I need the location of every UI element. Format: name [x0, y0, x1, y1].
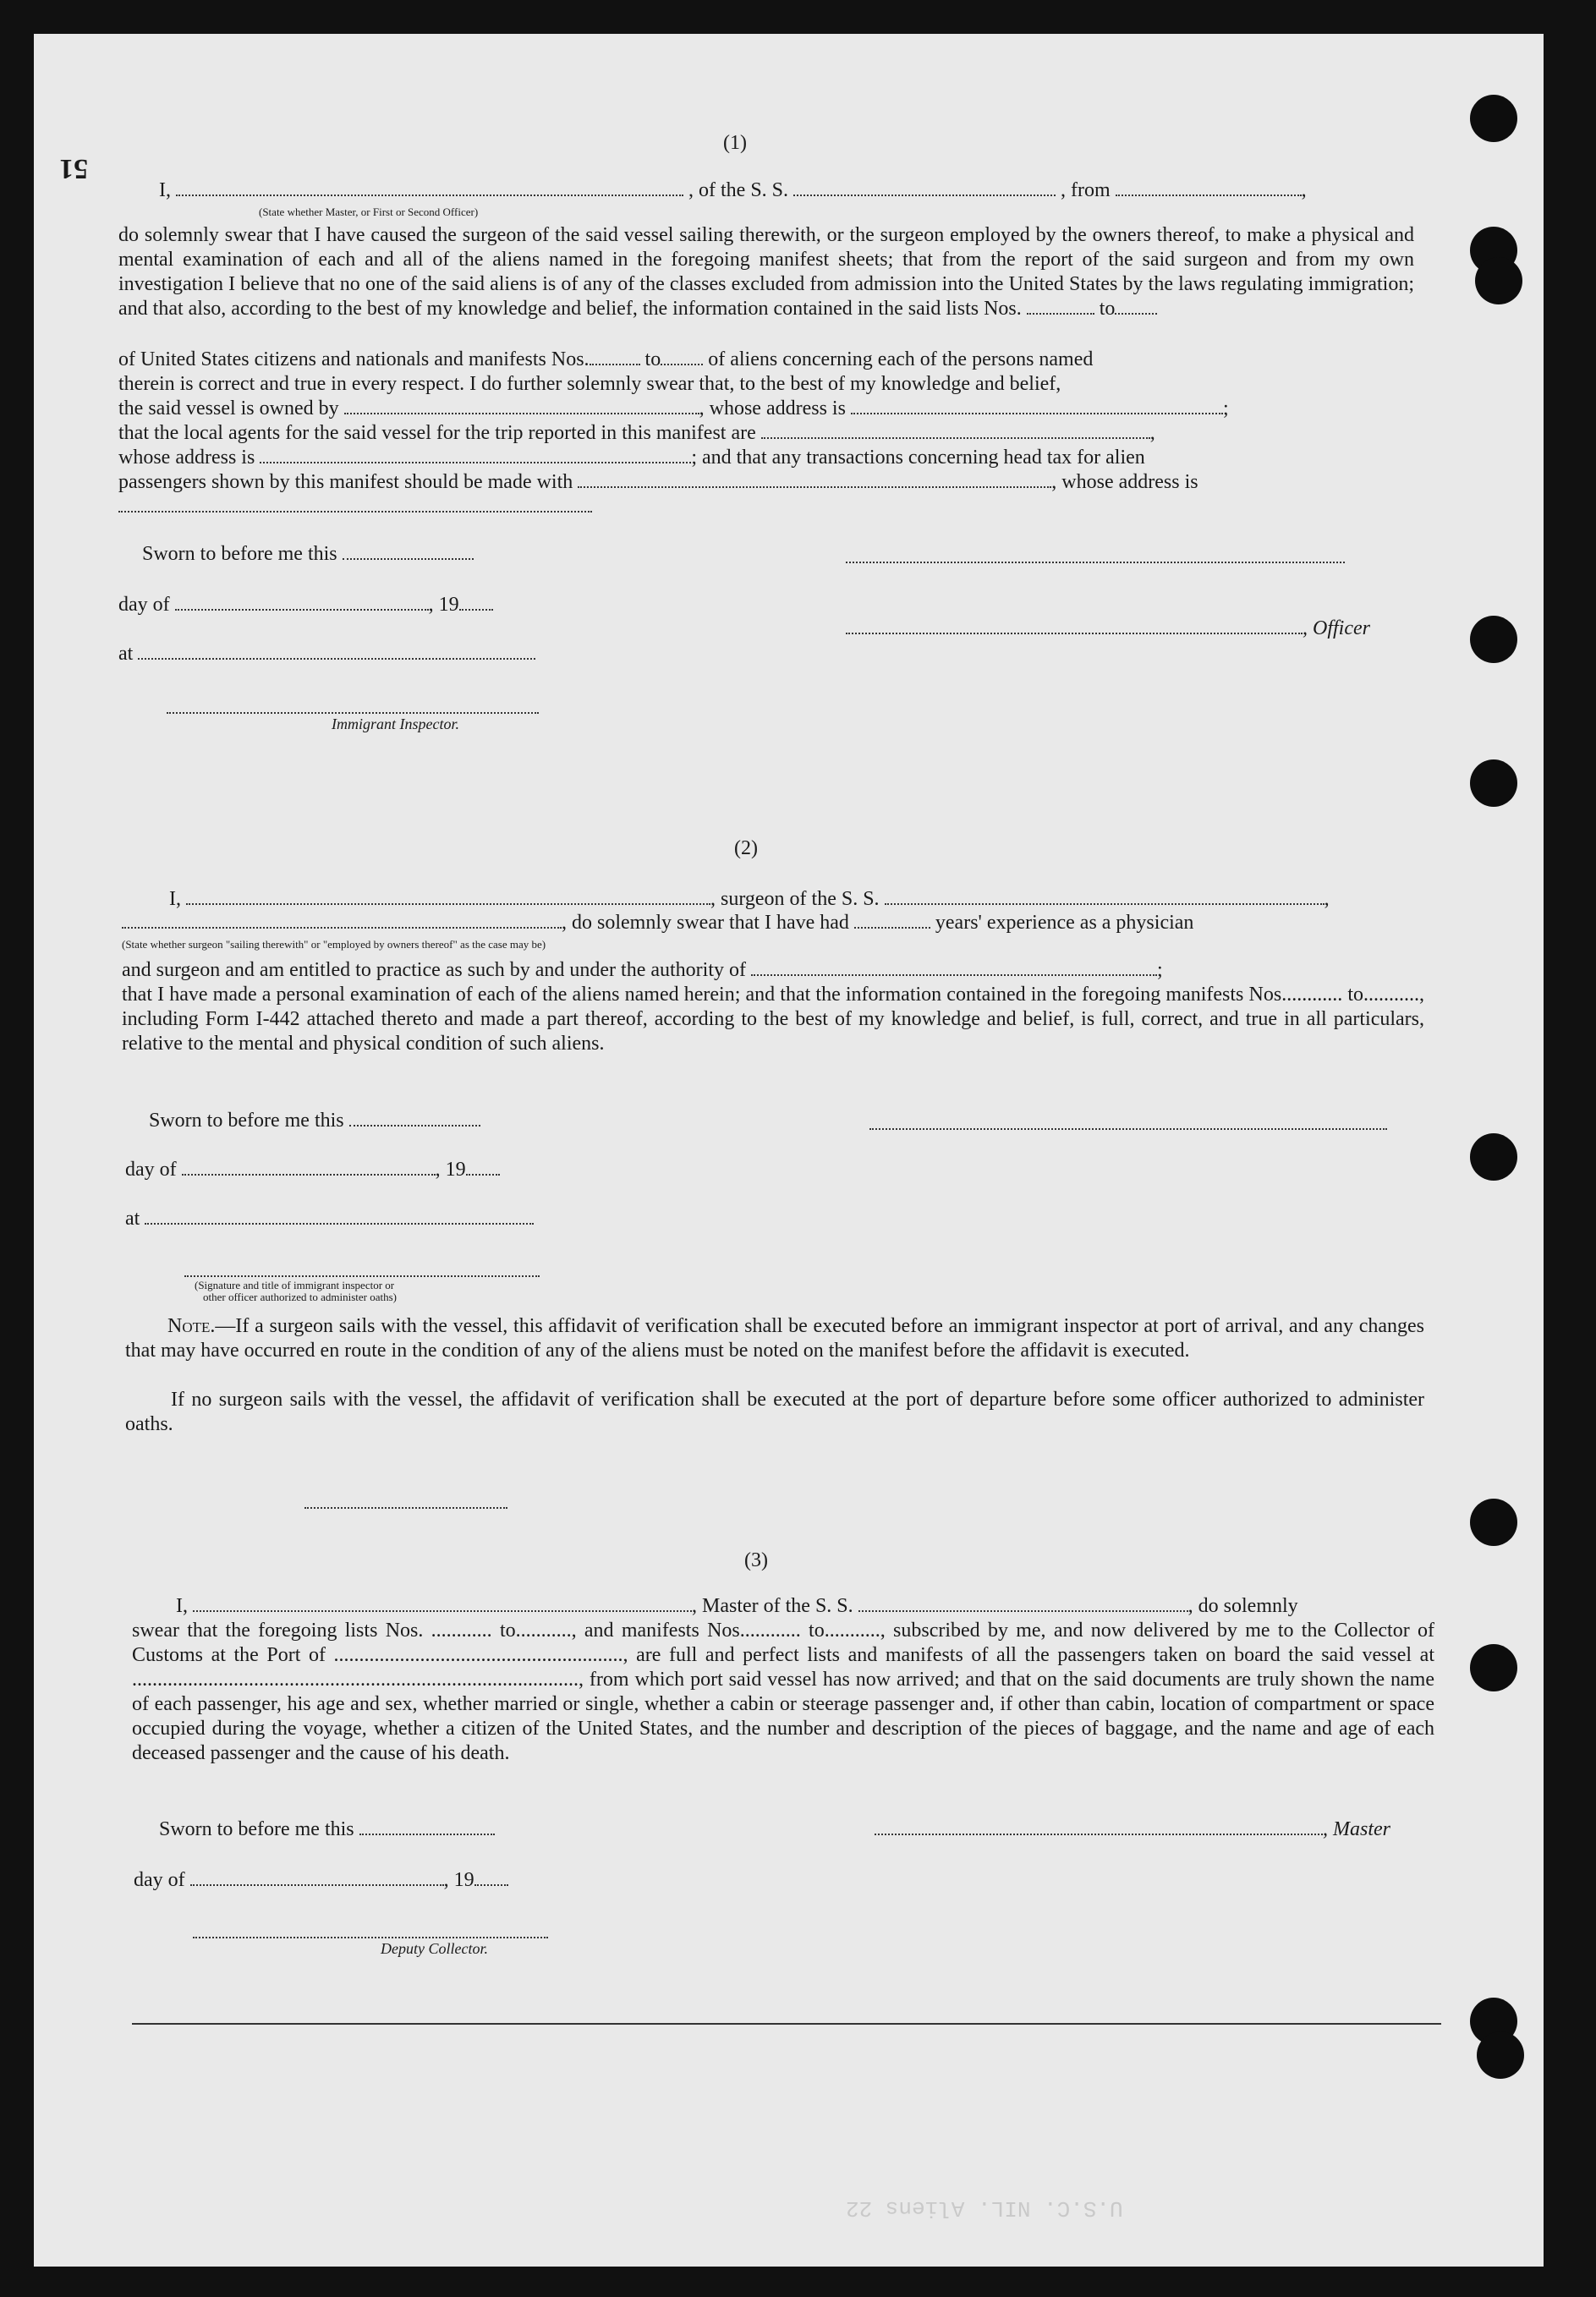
s3-ship-field[interactable]	[858, 1595, 1188, 1612]
s1-line-owned: the said vessel is owned by , whose address is ;	[118, 397, 1229, 419]
s1-sworn-date-field[interactable]	[343, 543, 474, 560]
s2-day-of: day of , 19	[125, 1159, 500, 1181]
separator-dots	[304, 1507, 507, 1509]
form-footer: U.S.C. NIL. Aliens 22	[846, 2196, 1123, 2221]
head-tax-address-field[interactable]	[118, 511, 592, 513]
s3-day-field[interactable]	[190, 1869, 444, 1886]
s1-first-line: I, , of the S. S. , from ,	[159, 179, 1307, 201]
s1-line-passengers: passengers shown by this manifest should be made with , whose address is	[118, 471, 1198, 493]
s2-note-1: Note.—If a surgeon sails with the vessel, this affidavit of verification shall be executed before an immigrant inspector at port of arrival, and any changes that may have occurred en route in the condition of any of the aliens must be noted on the manifest before the affidavit is executed.	[125, 1315, 1424, 1362]
s1-line-therein: therein is correct and true in every respect. I do further solemnly swear that, to the best of my knowledge and belief,	[118, 373, 1061, 395]
document-page	[34, 34, 1544, 2267]
punch-hole	[1470, 1133, 1517, 1181]
punch-hole	[1470, 759, 1517, 807]
s2-at: at	[125, 1208, 534, 1231]
s2-at-field[interactable]	[145, 1208, 534, 1225]
s3-master-sig-field[interactable]	[875, 1818, 1323, 1835]
s2-body-paragraph: that I have made a personal examination of each of the aliens named herein; and that the information contained in the foregoing manifests Nos............ to..........., including Form I-442 attached thereto and made a part thereof, according to the best of my knowledge and belief, is full, correct, and true in all particulars, relative to the mental and physical condition of such aliens.	[122, 984, 1424, 1055]
officer-rank-field[interactable]	[176, 179, 683, 196]
owner-address-field[interactable]	[851, 397, 1223, 414]
authority-field[interactable]	[751, 959, 1157, 976]
master-name-field[interactable]	[193, 1595, 692, 1612]
s1-day-of: day of , 19	[118, 594, 493, 617]
s2-ship-field[interactable]	[885, 888, 1325, 905]
ship-name-field[interactable]	[793, 179, 1056, 196]
punch-hole	[1470, 616, 1517, 663]
surgeon-name-field[interactable]	[186, 888, 710, 905]
s3-body-paragraph: swear that the foregoing lists Nos. ............ to..........., and manifests Nos............ to..........., subscribed by me, and now delivered by me to the Collector of Customs at the Port of ........................................................., are full and perfect lists and manifests of all the passengers taken on board the said vessel at ........................................................................................, from which port said vessel has now arrived; and that on the said documents are truly shown the name of each passenger, his age and sex, whether married or single, whether a cabin or steerage passenger and, if other than cabin, location of compartment or space occupied during the voyage, whether a citizen of the United States, and the number and description of the pieces of baggage, and the name and age of each deceased passenger and the cause of his death.	[132, 1620, 1434, 1764]
s2-sig-caption-1: (Signature and title of immigrant inspector or	[195, 1279, 395, 1291]
s2-inspector-sig-line[interactable]	[184, 1275, 540, 1277]
section-2-number: (2)	[734, 837, 758, 859]
s3-sworn: Sworn to before me this	[159, 1818, 495, 1841]
s1-day-field[interactable]	[175, 594, 429, 611]
s3-day-of: day of , 19	[134, 1869, 508, 1892]
s1-line-agents: that the local agents for the said vessel for the trip reported in this manifest are ,	[118, 422, 1155, 444]
agents-field[interactable]	[761, 422, 1150, 439]
owner-field[interactable]	[344, 397, 699, 414]
punch-hole	[1475, 257, 1522, 304]
s1-at-field[interactable]	[138, 643, 535, 660]
s2-note-2: If no surgeon sails with the vessel, the affidavit of verification shall be executed at the port of departure before some officer authorized to administer oaths.	[125, 1389, 1424, 1435]
s2-surgeon-sig-line[interactable]	[869, 1128, 1387, 1130]
s2-swear-line: , do solemnly swear that I have had years' experience as a physician	[122, 912, 1193, 935]
s3-first-line: I, , Master of the S. S. , do solemnly	[176, 1595, 1298, 1617]
s1-inspector-caption: Immigrant Inspector.	[332, 715, 459, 732]
s3-master-line: , Master	[875, 1818, 1390, 1841]
s2-day-field[interactable]	[182, 1159, 436, 1176]
s3-sworn-date-field[interactable]	[359, 1818, 495, 1835]
surgeon-type-field[interactable]	[122, 912, 562, 929]
s1-line-citizens: of United States citizens and nationals and manifests Nos. to of aliens concerning each of the persons named	[118, 348, 1094, 370]
s1-body-paragraph: do solemnly swear that I have caused the surgeon of the said vessel sailing therewith, or the surgeon employed by the owners thereof, to make a physical and mental examination of each and all of the aliens named in the foregoing manifest sheets; that from the report of the said surgeon and from my own investigation I believe that no one of the said aliens is of any of the classes excluded from admission into the United States by the laws regulating immigration; and that also, according to the best of my knowledge and belief, the information contained in the said lists Nos. to	[118, 224, 1414, 320]
punch-hole	[1470, 1644, 1517, 1691]
bottom-rule	[132, 2023, 1441, 2025]
s2-sworn-date-field[interactable]	[349, 1110, 480, 1127]
s3-deputy-sig-line[interactable]	[193, 1937, 548, 1938]
s1-officer-line: , Officer	[846, 617, 1370, 640]
s2-first-line: I, , surgeon of the S. S. ,	[169, 888, 1330, 910]
punch-hole	[1477, 2031, 1524, 2079]
agents-address-field[interactable]	[260, 447, 691, 463]
from-port-field[interactable]	[1116, 179, 1302, 196]
s2-authority-line: and surgeon and am entitled to practice as such by and under the authority of ;	[122, 959, 1163, 981]
s3-deputy-caption: Deputy Collector.	[381, 1940, 488, 1957]
s1-rank-caption: (State whether Master, or First or Second Officer)	[259, 206, 479, 218]
side-page-number: 51	[59, 153, 88, 184]
head-tax-contact-field[interactable]	[578, 471, 1051, 488]
s2-sig-caption-2: other officer authorized to administer oaths)	[203, 1291, 397, 1303]
s1-officer-field[interactable]	[846, 617, 1303, 634]
section-3-number: (3)	[744, 1549, 768, 1571]
s2-sworn: Sworn to before me this	[149, 1110, 480, 1132]
s2-surgeon-caption: (State whether surgeon "sailing therewith" or "employed by owners thereof" as the case may be)	[122, 938, 546, 951]
punch-hole	[1470, 1499, 1517, 1546]
s1-inspector-sig-line[interactable]	[167, 712, 539, 714]
s1-line-whose-address: whose address is ; and that any transactions concerning head tax for alien	[118, 447, 1145, 469]
section-1-number: (1)	[723, 132, 747, 154]
s1-sworn: Sworn to before me this	[142, 543, 474, 566]
years-experience-field[interactable]	[854, 912, 930, 929]
punch-hole	[1470, 95, 1517, 142]
s1-officer-sig-line[interactable]	[846, 562, 1345, 563]
s1-at: at	[118, 643, 535, 666]
